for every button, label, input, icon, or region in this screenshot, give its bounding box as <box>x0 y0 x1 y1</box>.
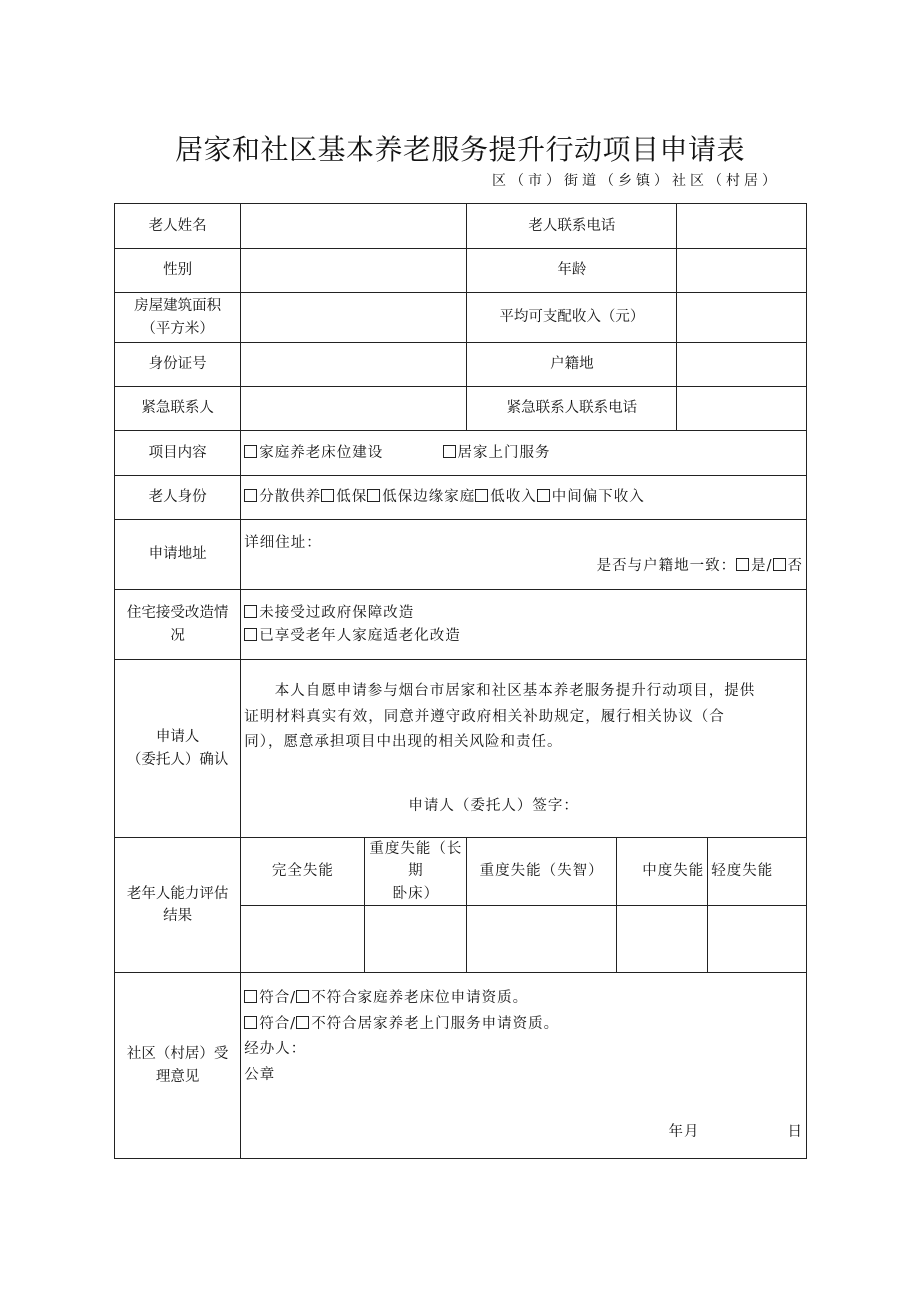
address-label: 申请地址 <box>115 520 241 590</box>
identity-option-2: 低保边缘家庭 <box>382 489 476 506</box>
bed-qualified-label: 符合 <box>259 990 291 1007</box>
renovation-option-0: 未接受过政府保障改造 <box>259 605 415 622</box>
assessment-value-severe-dementia[interactable] <box>467 906 617 973</box>
id-number-label: 身份证号 <box>115 343 241 387</box>
opinion-date[interactable] <box>244 1120 803 1145</box>
address-no-checkbox[interactable] <box>773 558 786 571</box>
address-separator: / <box>766 557 773 574</box>
official-seal: 公章 <box>244 1066 276 1083</box>
date-day: 日 <box>787 1123 803 1140</box>
age-field[interactable] <box>677 249 807 293</box>
community-bed-qualification <box>244 986 803 1011</box>
identity-option-1: 低保 <box>336 489 368 506</box>
renovation-option-row-1 <box>244 625 803 647</box>
identity-checkbox-0[interactable] <box>244 489 257 502</box>
id-number-field[interactable] <box>241 343 467 387</box>
emergency-contact-label: 紧急联系人 <box>115 387 241 431</box>
renovation-option-row-0 <box>244 602 803 624</box>
confirmation-label-line2: （委托人）确认 <box>126 751 229 768</box>
community-opinion-label-line2: 理意见 <box>155 1068 200 1085</box>
identity-option-3: 低收入 <box>490 489 537 506</box>
row-renovation <box>115 590 807 660</box>
renovation-label <box>115 590 241 660</box>
area-label-line1: 房屋建筑面积 <box>134 298 222 315</box>
applicant-signature[interactable]: 申请人（委托人）签字： <box>408 798 579 815</box>
income-label: 平均可支配收入（元） <box>467 293 677 343</box>
row-address <box>115 520 807 590</box>
row-name-phone <box>115 204 807 249</box>
emergency-contact-field[interactable] <box>241 387 467 431</box>
age-label: 年龄 <box>467 249 677 293</box>
district-subtitle: 区（市）街道（乡镇）社区（村居） <box>492 173 780 189</box>
row-id-hukou <box>115 343 807 387</box>
gender-label: 性别 <box>115 249 241 293</box>
service-not-qualified-checkbox[interactable] <box>296 1016 309 1029</box>
service-not-qualified-label: 不符合居家养老上门服务申请资质。 <box>311 1015 560 1032</box>
row-project <box>115 431 807 476</box>
assessment-header-severe-dementia: 重度失能（失智） <box>467 838 617 906</box>
row-assessment-header <box>115 838 807 906</box>
phone-field[interactable] <box>677 204 807 249</box>
confirmation-cell <box>241 660 807 838</box>
assessment-value-severe-bedridden[interactable] <box>365 906 467 973</box>
community-opinion-label-line1: 社区（村居）受 <box>126 1046 229 1063</box>
assessment-header-mild: 轻度失能 <box>708 838 807 906</box>
application-form-table <box>114 203 807 1159</box>
assessment-header-complete: 完全失能 <box>241 838 365 906</box>
project-checkbox-bed[interactable] <box>244 445 257 458</box>
row-gender-age <box>115 249 807 293</box>
confirmation-statement-line3: 同），愿意承担项目中出现的相关风险和责任。 <box>244 733 563 750</box>
community-opinion-label <box>115 973 241 1159</box>
renovation-checkbox-1[interactable] <box>244 628 257 641</box>
assessment-value-moderate[interactable] <box>616 906 707 973</box>
address-yes-checkbox[interactable] <box>736 558 749 571</box>
assessment-value-mild[interactable] <box>708 906 807 973</box>
project-label: 项目内容 <box>115 431 241 476</box>
name-field[interactable] <box>241 204 467 249</box>
row-area-income <box>115 293 807 343</box>
address-cell[interactable] <box>241 520 807 590</box>
address-detail-label: 详细住址： <box>244 535 322 552</box>
identity-checkbox-3[interactable] <box>475 489 488 502</box>
row-identity <box>115 476 807 520</box>
address-no-label: 否 <box>787 557 803 574</box>
area-label <box>115 293 241 343</box>
bed-not-qualified-checkbox[interactable] <box>296 990 309 1003</box>
emergency-phone-field[interactable] <box>677 387 807 431</box>
identity-checkbox-1[interactable] <box>321 489 334 502</box>
community-service-qualification <box>244 1012 803 1037</box>
service-separator: / <box>290 1015 297 1032</box>
row-emergency <box>115 387 807 431</box>
gender-field[interactable] <box>241 249 467 293</box>
confirmation-statement-line2: 证明材料真实有效，同意并遵守政府相关补助规定，履行相关协议（合 <box>244 708 725 725</box>
address-consistency <box>244 555 803 577</box>
address-yes-label: 是 <box>751 557 767 574</box>
bed-separator: / <box>290 990 297 1007</box>
assessment-label <box>115 838 241 973</box>
identity-label: 老人身份 <box>115 476 241 520</box>
identity-option-4: 中间偏下收入 <box>551 489 645 506</box>
name-label: 老人姓名 <box>115 204 241 249</box>
area-label-line2: （平方米） <box>141 320 214 337</box>
row-confirmation <box>115 660 807 838</box>
handler-signature[interactable]: 经办人： <box>244 1041 307 1058</box>
confirmation-statement-line1: 本人自愿申请参与烟台市居家和社区基本养老服务提升行动项目，提供 <box>274 683 756 700</box>
confirmation-label <box>115 660 241 838</box>
renovation-checkbox-0[interactable] <box>244 605 257 618</box>
service-qualified-label: 符合 <box>259 1015 291 1032</box>
identity-options <box>241 476 807 520</box>
project-option-bed: 家庭养老床位建设 <box>259 444 384 461</box>
phone-label: 老人联系电话 <box>467 204 677 249</box>
assessment-label-line1: 老年人能力评估 <box>126 885 229 902</box>
identity-option-0: 分散供养 <box>259 489 322 506</box>
assessment-header-severe-bedridden-line1: 重度失能（长期 <box>369 841 463 880</box>
bed-qualified-checkbox[interactable] <box>244 990 257 1003</box>
project-checkbox-home-service[interactable] <box>443 445 456 458</box>
project-option-home-service: 居家上门服务 <box>457 444 551 461</box>
assessment-header-severe-bedridden-line2: 卧床） <box>392 885 440 902</box>
date-year-month: 年月 <box>668 1123 700 1140</box>
form-title: 居家和社区基本养老服务提升行动项目申请表 <box>174 133 745 166</box>
renovation-option-1: 已享受老年人家庭适老化改造 <box>259 627 461 644</box>
assessment-header-severe-bedridden <box>365 838 467 906</box>
renovation-label-line2: 况 <box>170 627 185 644</box>
service-qualified-checkbox[interactable] <box>244 1016 257 1029</box>
address-consistency-label: 是否与户籍地一致： <box>596 557 737 574</box>
hukou-label: 户籍地 <box>467 343 677 387</box>
identity-checkbox-4[interactable] <box>537 489 550 502</box>
assessment-header-moderate: 中度失能 <box>616 838 707 906</box>
hukou-field[interactable] <box>677 343 807 387</box>
emergency-phone-label: 紧急联系人联系电话 <box>467 387 677 431</box>
assessment-label-line2: 结果 <box>163 908 193 925</box>
renovation-label-line1: 住宅接受改造情 <box>126 605 229 622</box>
bed-not-qualified-label: 不符合家庭养老床位申请资质。 <box>311 990 529 1007</box>
income-field[interactable] <box>677 293 807 343</box>
assessment-value-complete[interactable] <box>241 906 365 973</box>
row-community-opinion <box>115 973 807 1159</box>
community-opinion-cell <box>241 973 807 1159</box>
identity-checkbox-2[interactable] <box>367 489 380 502</box>
renovation-options <box>241 590 807 660</box>
project-options <box>241 431 807 476</box>
area-field[interactable] <box>241 293 467 343</box>
confirmation-label-line1: 申请人 <box>155 729 200 746</box>
